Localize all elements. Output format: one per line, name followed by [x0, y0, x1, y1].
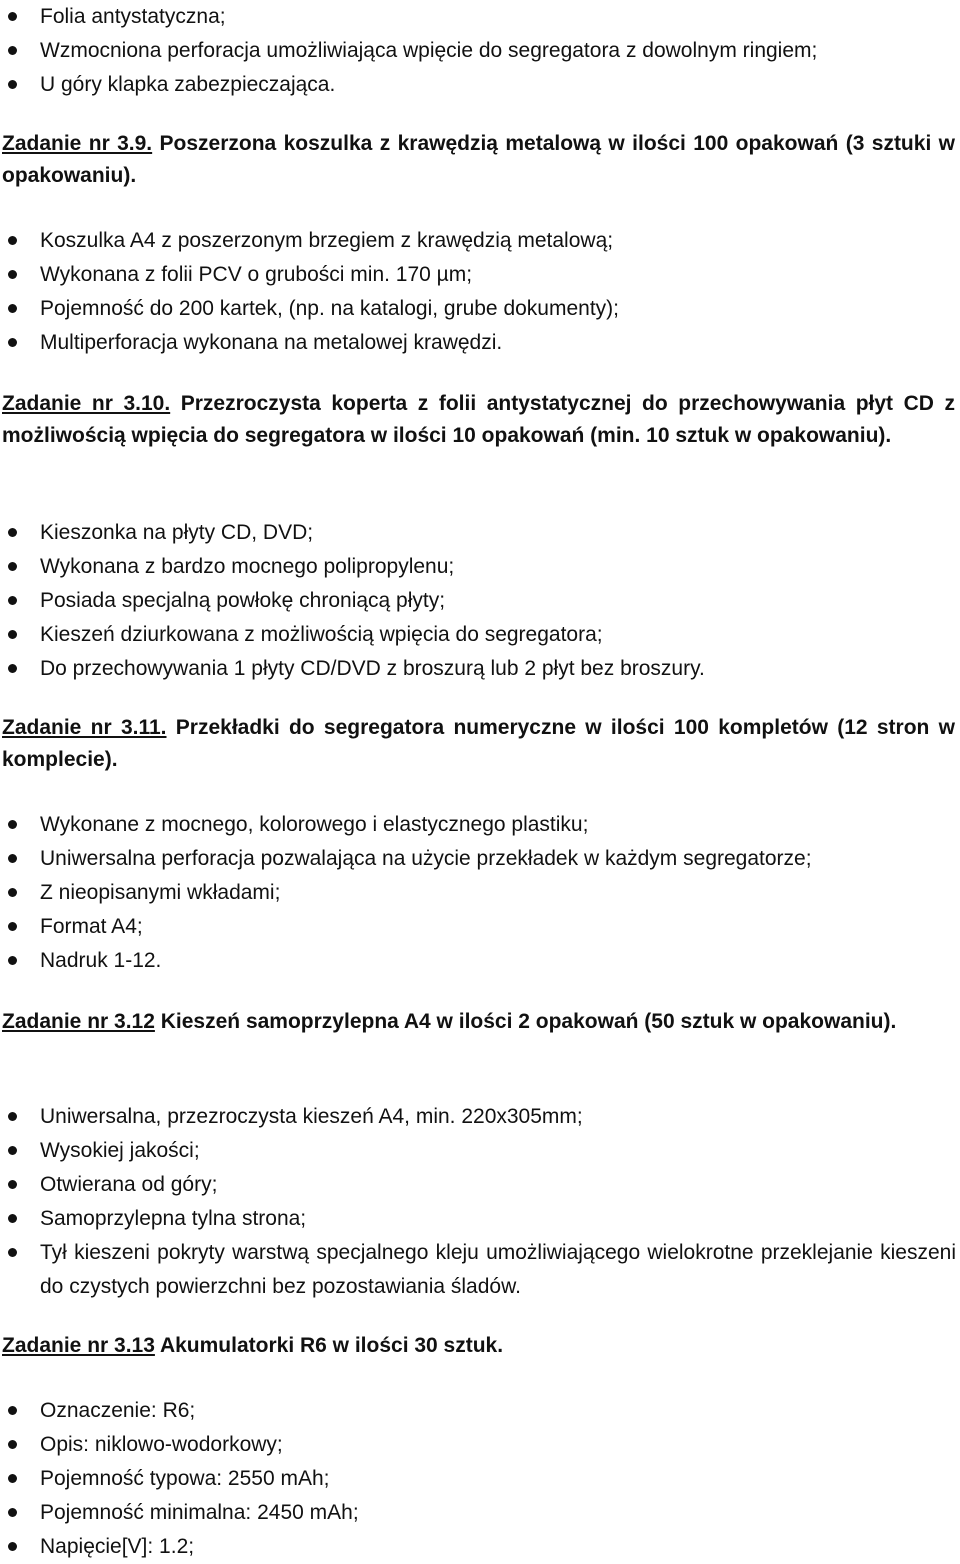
bullet-icon: [8, 1180, 17, 1189]
section-3-9-list-block: [0, 224, 960, 360]
section-title: Poszerzona koszulka z krawędzią metalową w ilości 100 opakowań (3 sztuki w opakowaniu).: [2, 132, 955, 187]
bullet-icon: [8, 1474, 17, 1483]
list-item-text: Wykonana z bardzo mocnego polipropylenu;: [40, 555, 455, 578]
bullet-icon: [8, 596, 17, 605]
section-bullet-list: [0, 516, 960, 686]
section-3-13-list-block: [0, 1394, 960, 1564]
list-item-text: U góry klapka zabezpieczająca.: [40, 73, 336, 96]
list-item-text: Wykonana z folii PCV o grubości min. 170 µm;: [40, 263, 473, 286]
list-item: [0, 618, 960, 652]
bullet-icon: [8, 630, 17, 639]
bullet-icon: [8, 1214, 17, 1223]
bullet-icon: [8, 338, 17, 347]
list-item: [0, 876, 960, 910]
section-3-13: [0, 1330, 960, 1362]
section-heading: [0, 1330, 960, 1362]
list-item-text: Nadruk 1-12.: [40, 949, 162, 972]
list-item-text: Pojemność typowa: 2550 mAh;: [40, 1467, 330, 1490]
list-item: [0, 944, 960, 978]
list-item: [0, 1236, 960, 1304]
list-item-text: Z nieopisanymi wkładami;: [40, 881, 281, 904]
section-3-12-list-block: [0, 1100, 960, 1304]
section-3-11: [0, 712, 960, 776]
list-item-text: Uniwersalna perforacja pozwalająca na użycie przekładek w każdym segregatorze;: [40, 847, 812, 870]
bullet-icon: [8, 270, 17, 279]
bullet-icon: [8, 528, 17, 537]
list-item-text: Tył kieszeni pokryty warstwą specjalnego kleju umożliwiającego wielokrotne przeklejanie kieszeni do czystych powierzchni bez pozostawiania śladów.: [40, 1241, 956, 1298]
bullet-icon: [8, 820, 17, 829]
list-item: [0, 1100, 960, 1134]
section-heading: [0, 388, 960, 452]
bullet-icon: [8, 46, 17, 55]
section-title: Kieszeń samoprzylepna A4 w ilości 2 opakowań (50 sztuk w opakowaniu).: [154, 1010, 897, 1033]
list-item-text: Kieszonka na płyty CD, DVD;: [40, 521, 314, 544]
section-3-10-list-block: [0, 516, 960, 686]
bullet-icon: [8, 854, 17, 863]
bullet-icon: [8, 664, 17, 673]
list-item-text: Otwierana od góry;: [40, 1173, 218, 1196]
list-item: [0, 1168, 960, 1202]
list-item-text: Kieszeń dziurkowana z możliwością wpięcia do segregatora;: [40, 623, 603, 646]
list-item-text: Pojemność minimalna: 2450 mAh;: [40, 1501, 359, 1524]
bullet-icon: [8, 1406, 17, 1415]
list-item: [0, 516, 960, 550]
section-title: Przezroczysta koperta z folii antystatycznej do przechowywania płyt CD z możliwością wpięcia do segregatora w ilości 10 opakowań (min. 10 sztuk w opakowaniu).: [2, 392, 955, 447]
bullet-icon: [8, 562, 17, 571]
list-item: [0, 68, 960, 102]
list-item: [0, 292, 960, 326]
intro-bullet-list: [0, 0, 960, 102]
section-3-10: [0, 388, 960, 452]
section-number: Zadanie nr 3.9.: [2, 132, 153, 155]
list-item: [0, 1496, 960, 1530]
bullet-icon: [8, 956, 17, 965]
bullet-icon: [8, 1542, 17, 1551]
section-bullet-list: [0, 224, 960, 360]
list-item-text: Samoprzylepna tylna strona;: [40, 1207, 307, 1230]
list-item-text: Oznaczenie: R6;: [40, 1399, 196, 1422]
list-item: [0, 808, 960, 842]
bullet-icon: [8, 1248, 17, 1257]
section-number: Zadanie nr 3.13: [2, 1334, 155, 1357]
section-number: Zadanie nr 3.10.: [2, 392, 171, 415]
bullet-icon: [8, 1112, 17, 1121]
list-item: [0, 1530, 960, 1564]
list-item: [0, 0, 960, 34]
list-item: [0, 1394, 960, 1428]
bullet-icon: [8, 1508, 17, 1517]
section-bullet-list: [0, 1100, 960, 1304]
bullet-icon: [8, 888, 17, 897]
list-item-text: Pojemność do 200 kartek, (np. na katalogi, grube dokumenty);: [40, 297, 619, 320]
list-item: [0, 1134, 960, 1168]
list-item-text: Wykonane z mocnego, kolorowego i elastycznego plastiku;: [40, 813, 589, 836]
section-3-12: [0, 1006, 960, 1038]
list-item: [0, 550, 960, 584]
list-item: [0, 258, 960, 292]
bullet-icon: [8, 12, 17, 21]
list-item-text: Folia antystatyczna;: [40, 5, 226, 28]
list-item-text: Posiada specjalną powłokę chroniącą płyty;: [40, 589, 446, 612]
list-item-text: Wysokiej jakości;: [40, 1139, 200, 1162]
list-item-text: Koszulka A4 z poszerzonym brzegiem z krawędzią metalową;: [40, 229, 614, 252]
section-3-9: [0, 128, 960, 192]
bullet-icon: [8, 304, 17, 313]
bullet-icon: [8, 922, 17, 931]
section-3-11-list-block: [0, 808, 960, 978]
section-title: Przekładki do segregatora numeryczne w ilości 100 kompletów (12 stron w komplecie).: [2, 716, 955, 771]
section-number: Zadanie nr 3.11.: [2, 716, 167, 739]
list-item: [0, 224, 960, 258]
section-heading: [0, 128, 960, 192]
list-item: [0, 34, 960, 68]
section-title: Akumulatorki R6 w ilości 30 sztuk.: [154, 1334, 504, 1357]
list-item-text: Do przechowywania 1 płyty CD/DVD z broszurą lub 2 płyt bez broszury.: [40, 657, 705, 680]
list-item: [0, 584, 960, 618]
list-item-text: Multiperforacja wykonana na metalowej krawędzi.: [40, 331, 503, 354]
list-item-text: Uniwersalna, przezroczysta kieszeń A4, min. 220x305mm;: [40, 1105, 583, 1128]
bullet-icon: [8, 236, 17, 245]
section-number: Zadanie nr 3.12: [2, 1010, 155, 1033]
section-bullet-list: [0, 808, 960, 978]
section-heading: [0, 1006, 960, 1038]
list-item: [0, 1202, 960, 1236]
list-item: [0, 1462, 960, 1496]
list-item-text: Wzmocniona perforacja umożliwiająca wpięcie do segregatora z dowolnym ringiem;: [40, 39, 818, 62]
bullet-icon: [8, 80, 17, 89]
list-item: [0, 842, 960, 876]
list-item: [0, 910, 960, 944]
list-item-text: Napięcie[V]: 1.2;: [40, 1535, 195, 1558]
intro-list-block: [0, 0, 960, 102]
bullet-icon: [8, 1146, 17, 1155]
list-item: [0, 652, 960, 686]
list-item-text: Opis: niklowo-wodorkowy;: [40, 1433, 283, 1456]
list-item: [0, 326, 960, 360]
section-bullet-list: [0, 1394, 960, 1564]
section-heading: [0, 712, 960, 776]
list-item: [0, 1428, 960, 1462]
bullet-icon: [8, 1440, 17, 1449]
list-item-text: Format A4;: [40, 915, 143, 938]
